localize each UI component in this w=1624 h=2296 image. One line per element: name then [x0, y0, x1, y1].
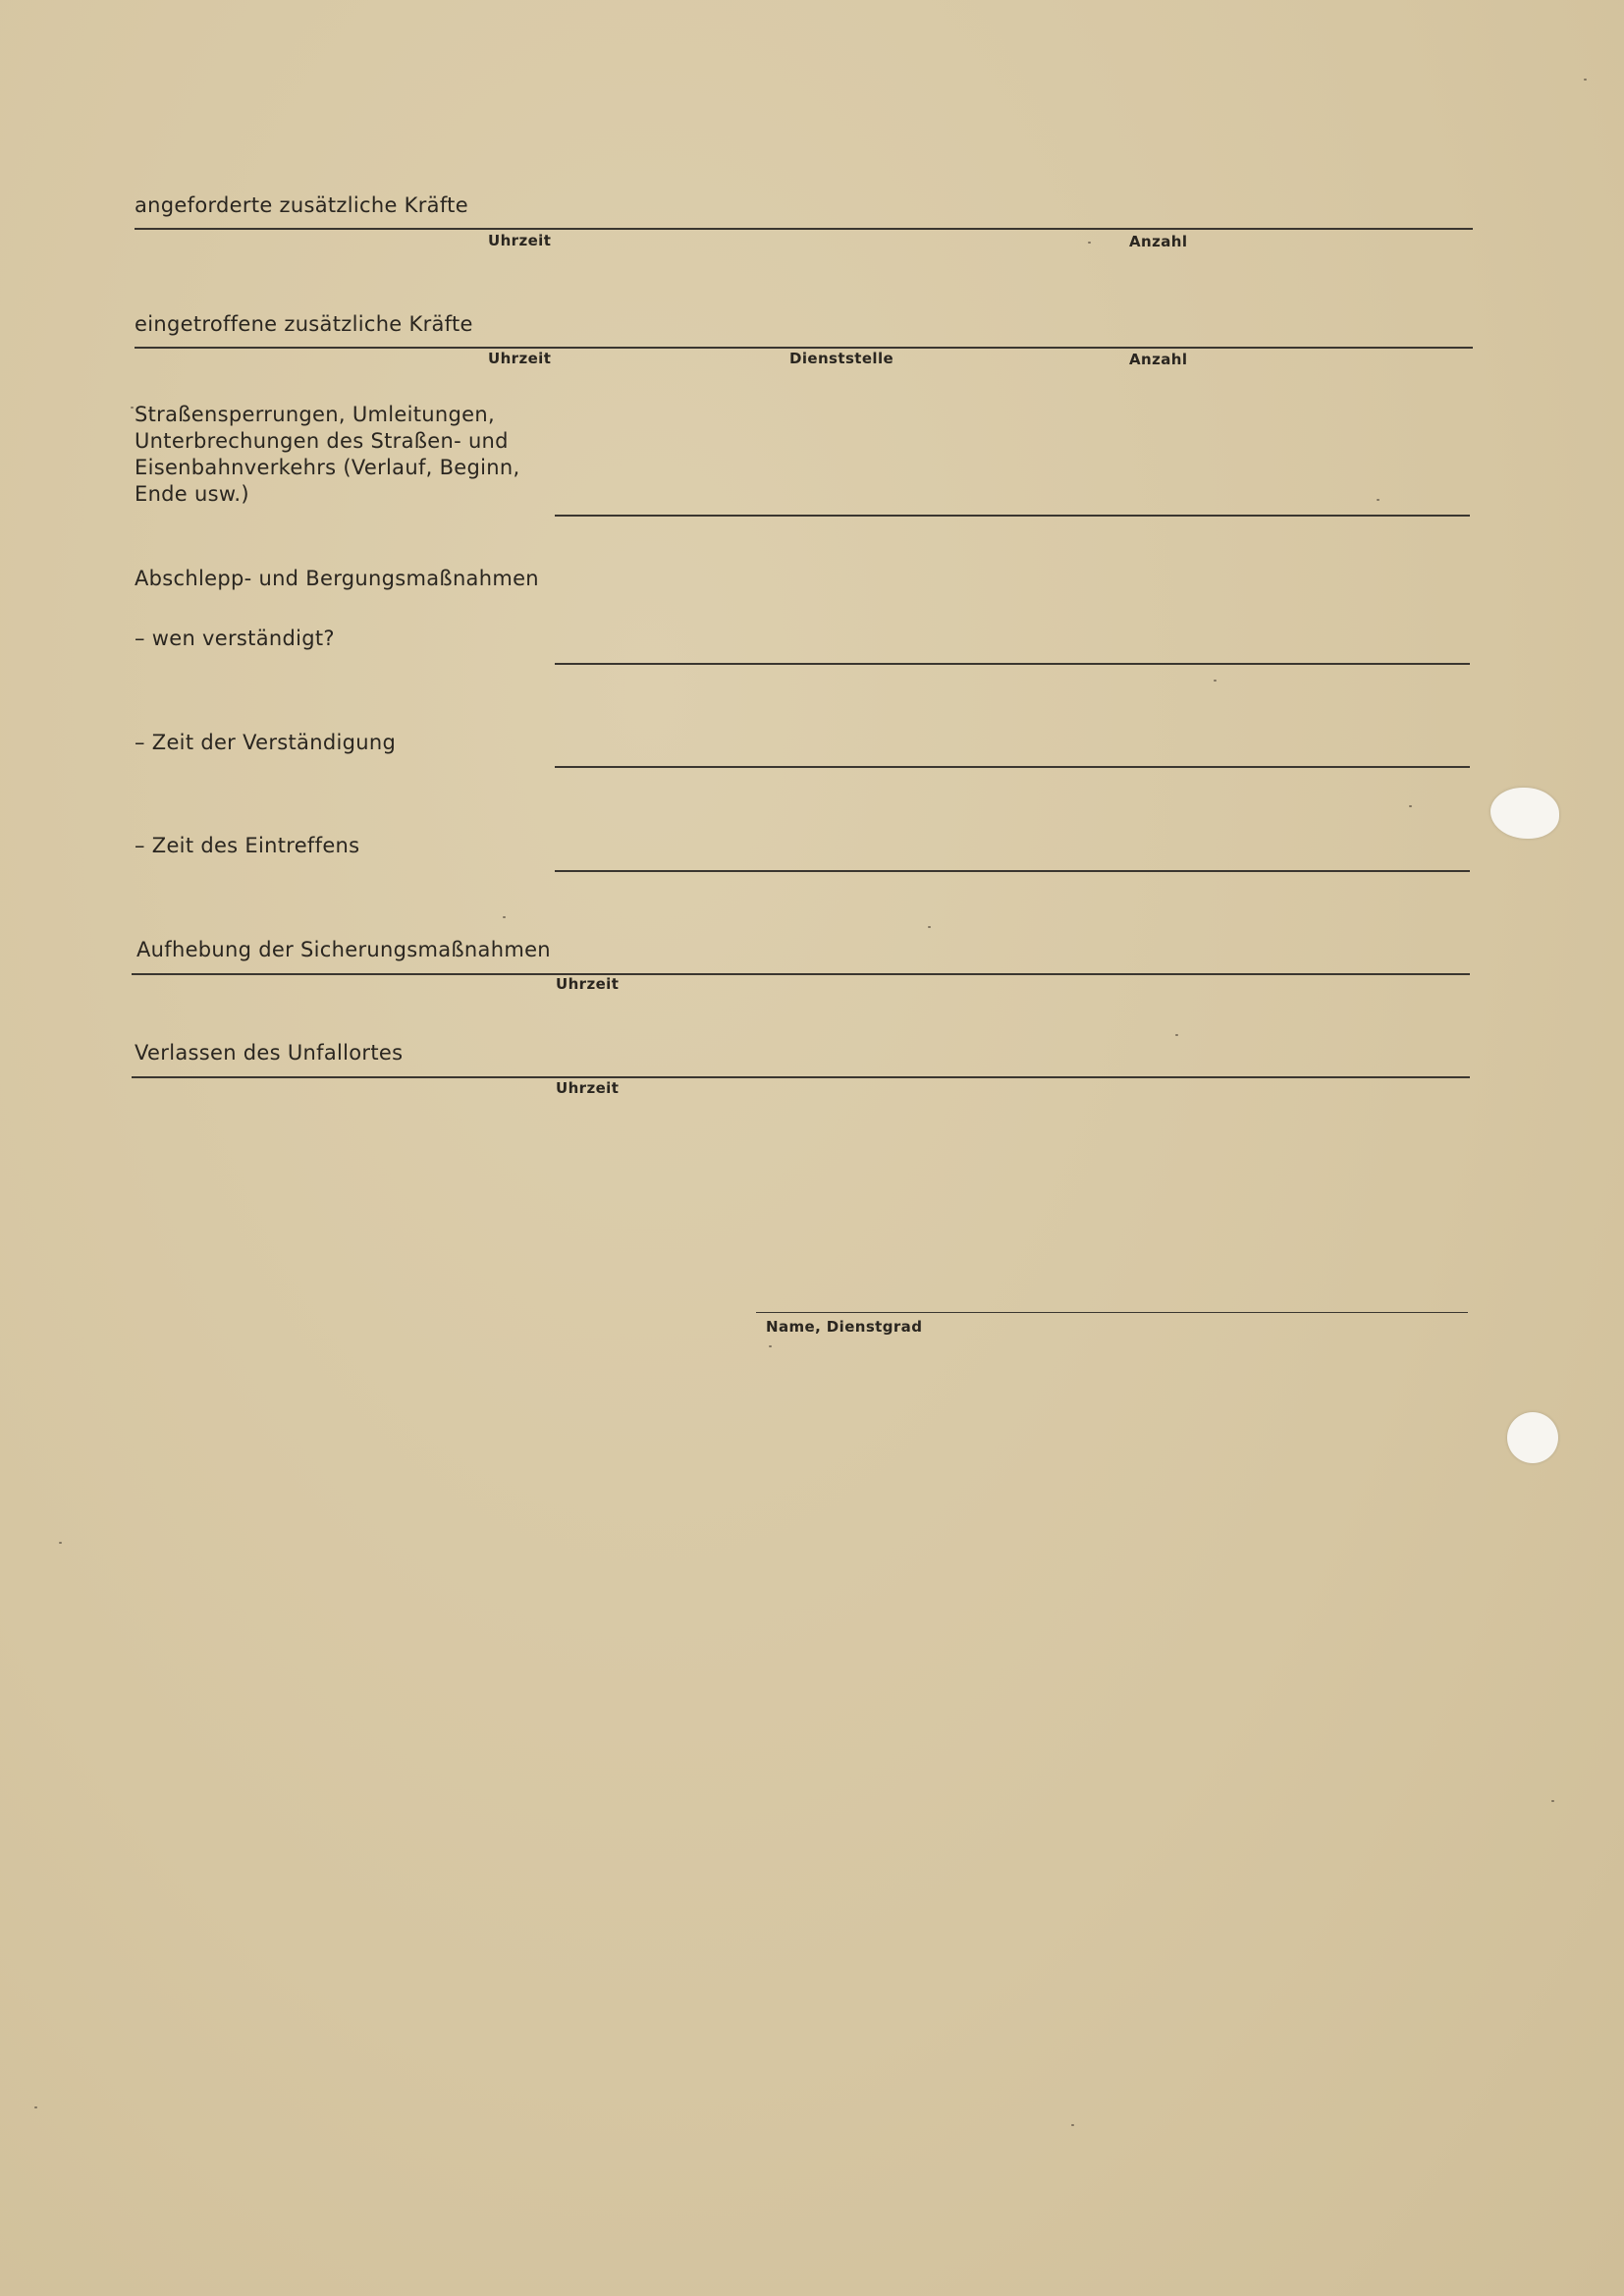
leaving-scene-field[interactable]	[555, 1044, 1470, 1077]
towing-notified-label: – Zeit der Verständigung	[135, 731, 397, 754]
paper-speck	[503, 916, 506, 918]
road-closures-line	[555, 515, 1470, 517]
signature-line	[756, 1312, 1468, 1313]
towing-notified-field[interactable]	[555, 733, 1470, 766]
paper-speck	[1584, 79, 1587, 81]
paper-speck	[1409, 805, 1412, 807]
arrived-time-caption: Uhrzeit	[488, 350, 552, 367]
punch-hole-bottom	[1507, 1412, 1558, 1463]
paper-speck	[34, 2106, 37, 2108]
towing-arrival-label: – Zeit des Eintreffens	[135, 834, 360, 857]
lifting-measures-line	[132, 973, 1470, 975]
towing-arrival-line	[555, 870, 1470, 872]
towing-who-label: – wen verständigt?	[135, 627, 335, 650]
lifting-measures-label: Aufhebung der Sicherungsmaßnahmen	[136, 938, 551, 961]
towing-arrival-field[interactable]	[555, 837, 1470, 870]
road-closures-label: Straßensperrungen, Umleitungen, Unterbrechungen des Straßen- und Eisenbahnverkehrs (Verlauf, Beginn, Ende usw.)	[135, 403, 520, 506]
paper-speck	[1551, 1800, 1554, 1802]
paper-speck	[1214, 680, 1217, 682]
lifting-time-caption: Uhrzeit	[556, 975, 620, 993]
towing-heading: Abschlepp- und Bergungsmaßnahmen	[135, 567, 539, 590]
requested-forces-line	[135, 228, 1473, 230]
road-closures-field[interactable]	[555, 481, 1470, 515]
paper-speck	[1377, 499, 1380, 501]
leaving-time-caption: Uhrzeit	[556, 1079, 620, 1097]
towing-who-line	[555, 663, 1470, 665]
towing-who-field[interactable]	[555, 629, 1470, 662]
leaving-scene-line	[132, 1076, 1470, 1078]
paper-speck	[1071, 2124, 1074, 2126]
requested-count-caption: Anzahl	[1129, 233, 1188, 250]
signature-caption: Name, Dienstgrad	[766, 1318, 923, 1336]
arrived-office-caption: Dienststelle	[789, 350, 894, 367]
leaving-scene-label: Verlassen des Unfallortes	[135, 1041, 404, 1065]
paper-speck	[1175, 1034, 1178, 1036]
arrived-forces-label: eingetroffene zusätzliche Kräfte	[135, 312, 473, 336]
arrived-forces-line	[135, 347, 1473, 349]
towing-notified-line	[555, 766, 1470, 768]
requested-time-caption: Uhrzeit	[488, 232, 552, 249]
lifting-measures-field[interactable]	[555, 941, 1470, 974]
paper-speck	[769, 1345, 772, 1347]
requested-forces-field[interactable]	[373, 194, 1473, 228]
paper-speck	[131, 407, 134, 409]
paper-speck	[928, 926, 931, 928]
punch-hole-top	[1490, 788, 1559, 839]
requested-forces-label: angeforderte zusätzliche Kräfte	[135, 193, 468, 217]
signature-field[interactable]	[756, 1277, 1468, 1310]
paper-speck	[59, 1542, 62, 1544]
arrived-count-caption: Anzahl	[1129, 351, 1188, 368]
arrived-forces-field[interactable]	[373, 314, 1473, 348]
paper-speck	[1088, 242, 1091, 244]
